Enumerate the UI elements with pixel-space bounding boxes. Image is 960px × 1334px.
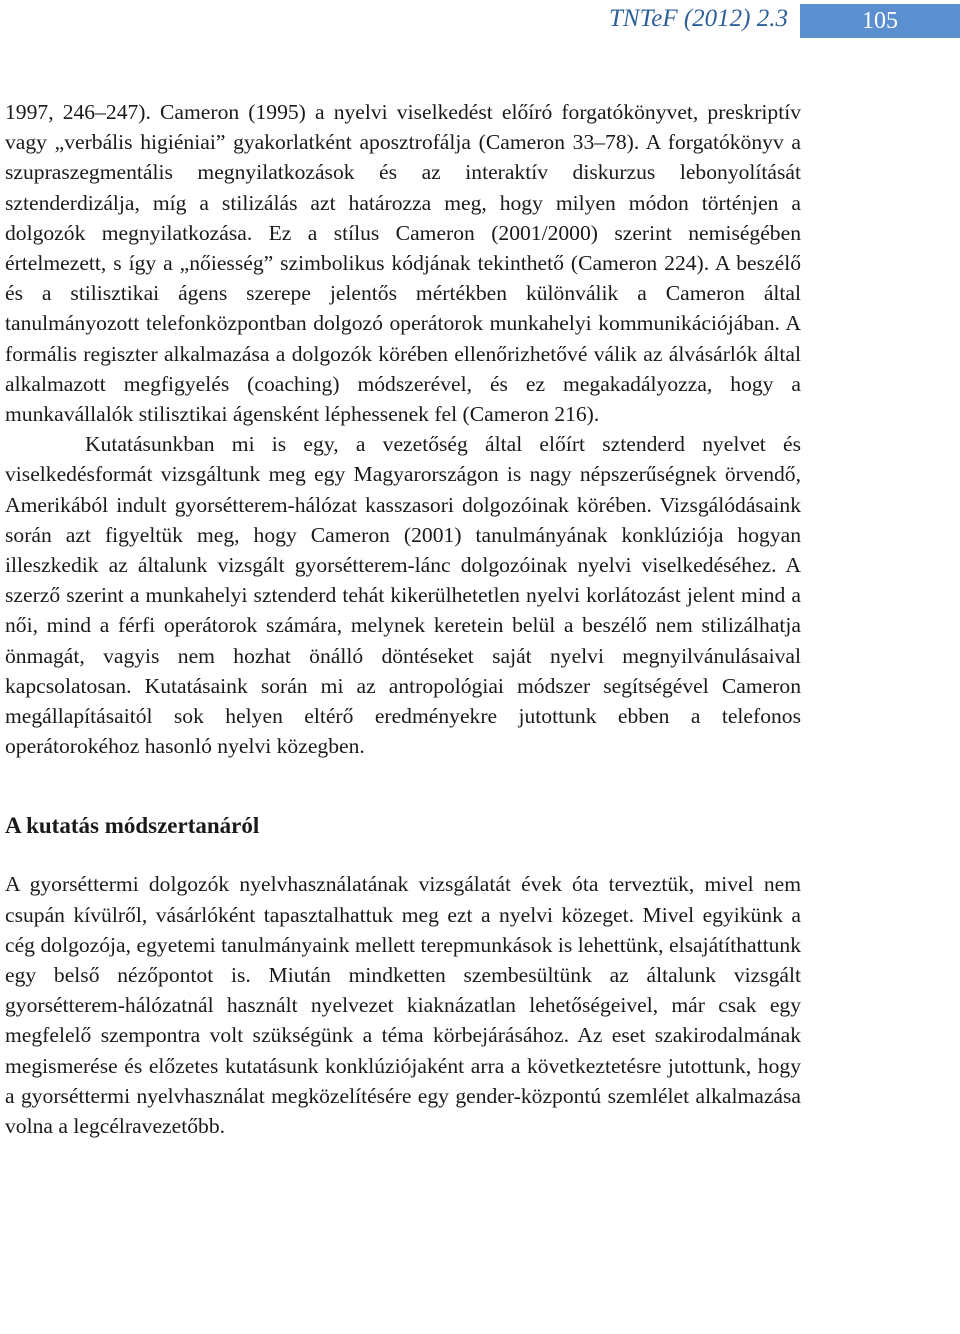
journal-reference: TNTeF (2012) 2.3 [609,5,788,32]
article-body [5,97,801,1141]
body-paragraph: 1997, 246–247). Cameron (1995) a nyelvi viselkedést előíró forgatókönyvet, preskriptív vagy „verbális higiéniai” gyakorlatként aposztrofálja (Cameron 33–78). A forgatókönyv a szupraszegmentális megnyilatkozások és az interaktív diskurzus lebonyolítását sztenderdizálja, míg a stilizálás azt határozza meg, hogy milyen módon történjen a dolgozók megnyilatkozása. Ez a stílus Cameron (2001/2000) szerint nemiségében értelmezett, s így a „nőiesség” szimbolikus kódjának tekinthető (Cameron 224). A beszélő és a stilisztikai ágens szerepe jelentős mértékben különválik a Cameron által tanulmányozott telefonközpontban dolgozó operátorok munkahelyi kommunikációjában. A formális regiszter alkalmazása a dolgozók körében ellenőrizhetővé válik az álvásárlók által alkalmazott megfigyelés (coaching) módszerével, és ez megakadályozza, hogy a munkavállalók stilisztikai ágensként léphessenek fel (Cameron 216). [5,100,801,427]
body-paragraph: A gyorséttermi dolgozók nyelvhasználatának vizsgálatát évek óta terveztük, mivel nem csupán kívülről, vásárlóként tapasztalhattuk meg ezt a nyelvi közeget. Mivel egyikünk a cég dolgozója, egyetemi tanulmányaink mellett terepmunkások is lehettünk, elsajátíthattunk egy belső nézőpontot is. Miután mindketten szembesültünk az általunk vizsgált gyorsétterem-hálózatnál használt nyelvezet kiaknázatlan lehetőségeivel, már csak egy megfelelő szempontra volt szükségünk a téma körbejárásához. Az eset szakirodalmának megismerése és előzetes kutatásunk konklúziójaként arra a következtetésre jutottunk, hogy a gyorséttermi nyelvhasználat megközelítésére egy gender-központú szemlélet alkalmazása volna a legcélravezetőbb. [5,872,801,1139]
body-paragraph: Kutatásunkban mi is egy, a vezetőség által előírt sztenderd nyelvet és viselkedésformát vizsgáltunk meg egy Magyarországon is nagy népszerűségnek örvendő, Amerikából indult gyorsétterem-hálózat kasszasori dolgozóinak körében. Vizsgálódásaink során azt figyeltük meg, hogy Cameron (2001) tanulmányának konklúziója hogyan illeszkedik az általunk vizsgált gyorsétterem-lánc dolgozóinak nyelvi viselkedéséhez. A szerző szerint a munkahelyi sztenderd tehát kikerülhetetlen nyelvi korlátozást jelent mind a női, mind a férfi operátorok számára, melynek keretein belül a beszélő nem stilizálhatja önmagát, vagyis nem hozhat önálló döntéseket saját nyelvi megnyilvánulásaival kapcsolatosan. Kutatásaink során mi az antropológiai módszer segítségével Cameron megállapításaitól sok helyen eltérő eredményekre jutottunk ebben a telefonos operátorokéhoz hasonló nyelvi közegben. [5,432,801,759]
page-header [0,0,960,42]
page-number: 105 [800,4,960,38]
section-heading: A kutatás módszertanáról [5,813,260,839]
